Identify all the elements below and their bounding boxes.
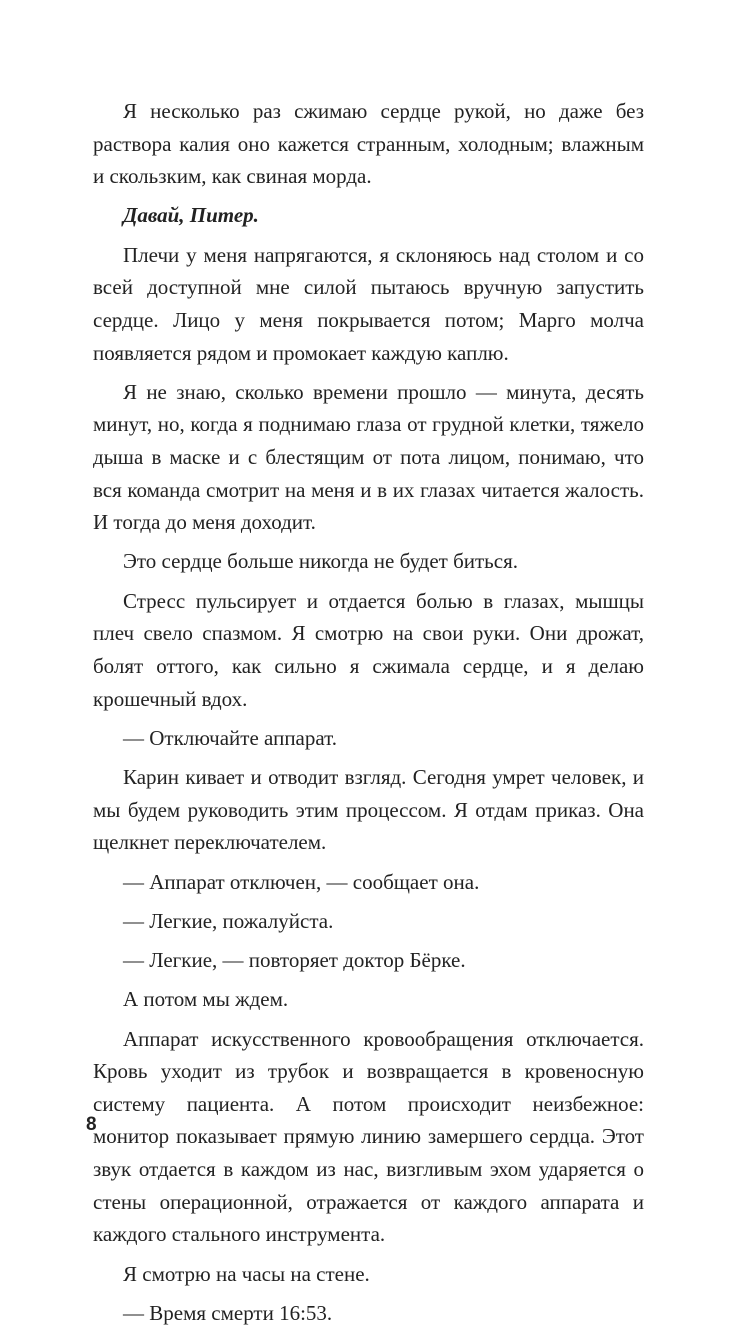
paragraph-italic: Давай, Питер.: [123, 203, 259, 228]
paragraph: Аппарат искусственного кровообращения отключается. Кровь уходит из трубок и возвращается в кровеносную систему пациента. А потом происходит неизбежное: монитор показывает прямую линию замершего сердца. Этот звук отдается в каждом из нас, визгливым эхом ударяется о стены операционной, отражается от каждого аппарата и каждого стального инструмента.: [93, 1026, 644, 1247]
paragraph: — Время смерти 16:53.: [123, 1300, 333, 1325]
paragraph: — Отключайте аппарат.: [123, 725, 337, 750]
paragraph: А потом мы ждем.: [123, 987, 289, 1012]
paragraph: — Легкие, — повторяет доктор Бёрке.: [123, 948, 466, 973]
page-number: 8: [86, 1114, 97, 1135]
paragraph: Плечи у меня напрягаются, я склоняюсь над столом и со всей доступной мне силой пытаюсь вручную запустить сердце. Лицо у меня покрывается потом; Марго молча появляется рядом и промокает каждую каплю.: [93, 242, 644, 365]
body-text: [93, 95, 644, 1336]
paragraph: Я не знаю, сколько времени прошло — минута, десять минут, но, когда я поднимаю глаза от грудной клетки, тяжело дыша в маске и с блестящим от пота лицом, понимаю, что вся команда смотрит на меня и в их глазах читается жалость. И тогда до меня доходит.: [93, 379, 644, 535]
paragraph: Я смотрю на часы на стене.: [123, 1261, 370, 1286]
paragraph: Это сердце больше никогда не будет биться.: [123, 549, 518, 574]
paragraph: — Легкие, пожалуйста.: [123, 908, 334, 933]
paragraph: — Аппарат отключен, — сообщает она.: [123, 869, 480, 894]
paragraph: Карин кивает и отводит взгляд. Сегодня умрет человек, и мы будем руководить этим процессом. Я отдам приказ. Она щелкнет переключателем.: [93, 765, 644, 855]
paragraph: Я несколько раз сжимаю сердце рукой, но даже без раствора калия оно кажется странным, холодным; влажным и скользким, как свиная морда.: [93, 99, 644, 189]
paragraph: Стресс пульсирует и отдается болью в глазах, мышцы плеч свело спазмом. Я смотрю на свои руки. Они дрожат, болят оттого, как сильно я сжимала сердце, и я делаю крошечный вдох.: [93, 588, 644, 711]
